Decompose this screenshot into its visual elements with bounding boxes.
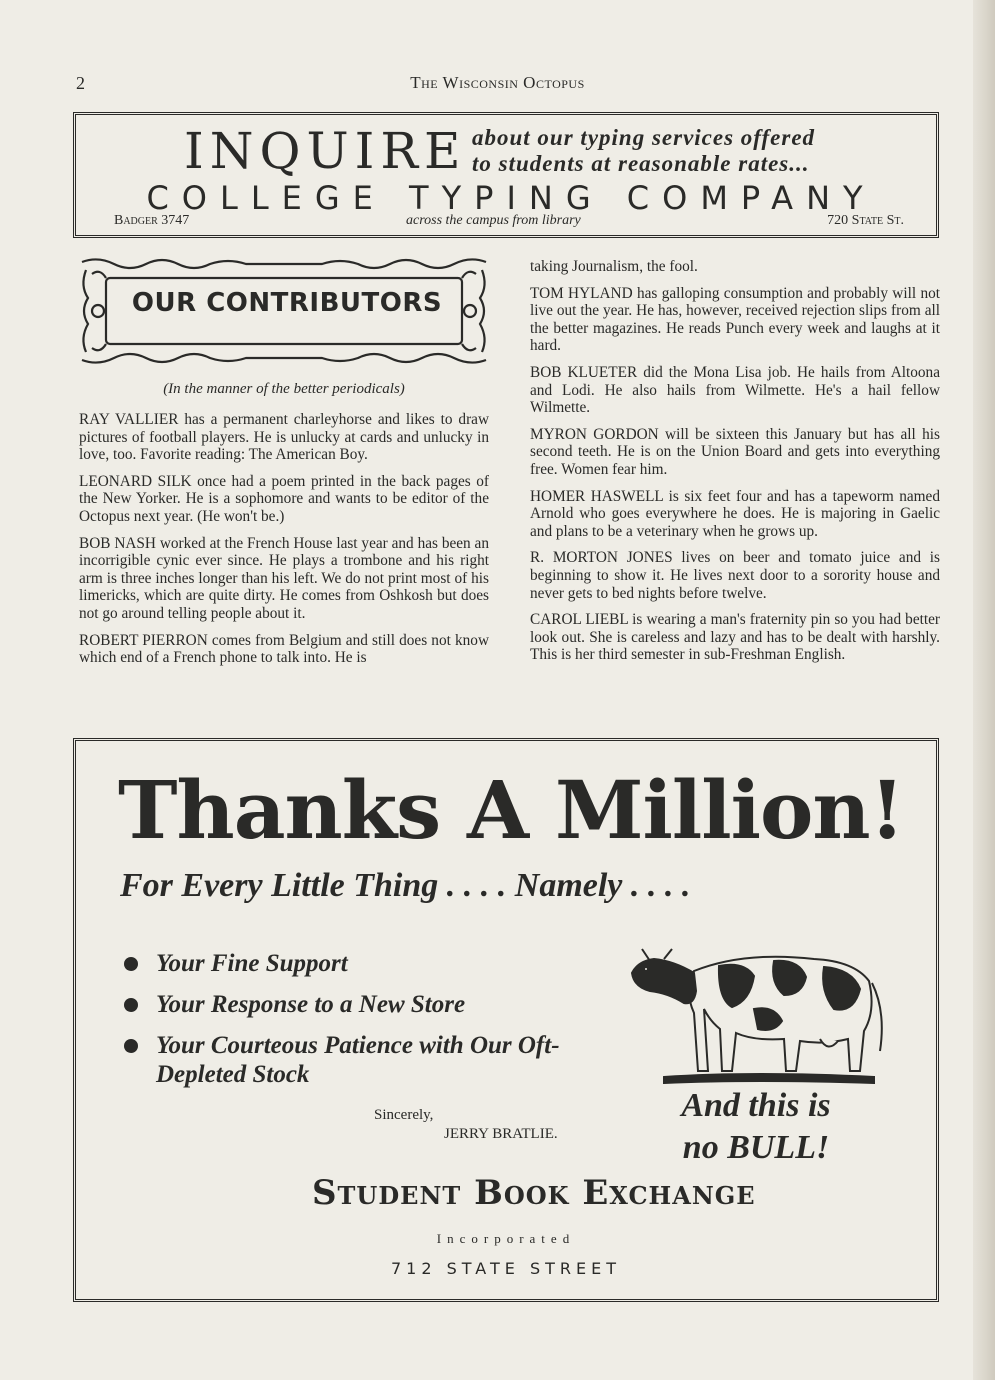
list-item [120, 949, 620, 978]
ad-address: 720 State St. [827, 213, 904, 228]
ad-headline: INQUIRE [184, 122, 467, 180]
bullet-icon [124, 998, 138, 1012]
ad-tagline-line-1: about our typing services offered [472, 125, 816, 150]
ad-tagline [472, 125, 815, 177]
list-item [120, 1031, 620, 1089]
ad-phone: Badger 3747 [114, 213, 190, 228]
cow-icon [624, 921, 892, 1086]
contributors-heading: OUR CONTRIBUTORS [131, 288, 443, 318]
contributor-entry: TOM HYLAND has galloping consumption and probably will not live out the year. He has, however, received rejection slips from all the better magazines. He reads Punch every week and laughs at it hard. [530, 284, 940, 355]
contributors-subtitle: (In the manner of the better periodicals) [163, 381, 405, 397]
ad-tagline-line-1: And this is [681, 1087, 831, 1124]
contributor-entry: CAROL LIEBL is wearing a man's fraternity pin so you had better look out. She is careless and lazy and has to be dealt with harshly. This is her third semester in sub-Freshman English. [530, 611, 940, 664]
contributor-entry: R. MORTON JONES lives on beer and tomato juice and is beginning to show it. He lives next door to a sorority house and never gets to bed nights before twelve. [530, 549, 940, 602]
contributors-column-right [530, 258, 940, 673]
store-incorporated: Incorporated [436, 1231, 576, 1246]
store-address: 712 STATE STREET [390, 1259, 622, 1278]
book-exchange-ad [73, 738, 939, 1302]
page-edge [973, 0, 995, 1380]
bullet-text: Your Fine Support [156, 950, 348, 977]
ad-subhead: For Every Little Thing . . . . Namely . . . . [120, 867, 691, 904]
contributor-entry: ROBERT PIERRON comes from Belgium and still does not know which end of a French phone to talk into. He is [79, 631, 489, 667]
ad-company-name: COLLEGE TYPING COMPANY [146, 179, 876, 217]
running-head: The Wisconsin Octopus [410, 73, 585, 92]
contributor-entry: LEONARD SILK once had a poem printed in the back pages of the New Yorker. He is a sophomore and wants to be editor of the Octopus next year. (He won't be.) [79, 472, 489, 525]
list-item [120, 990, 620, 1019]
ad-location: across the campus from library [406, 213, 581, 228]
contributor-entry: taking Journalism, the fool. [530, 258, 698, 275]
bullet-list [120, 949, 620, 1101]
bullet-text: Your Courteous Patience with Our Oft-Depleted Stock [156, 1032, 560, 1088]
signer-name: JERRY BRATLIE. [444, 1126, 558, 1142]
typing-company-ad [73, 112, 939, 238]
bullet-text: Your Response to a New Store [156, 991, 466, 1018]
store-name: Student Book Exchange [312, 1173, 756, 1213]
contributor-entry: MYRON GORDON will be sixteen this January but has all his second teeth. He is on the Union Board and gets into everything free. Women fear him. [530, 425, 940, 478]
ad-tagline [656, 1085, 856, 1169]
contributor-entry: HOMER HASWELL is six feet four and has a tapeworm named Arnold who goes everywhere he does. He is majoring in Gaelic and plans to be a veterinary when he grows up. [530, 487, 940, 540]
bullet-icon [124, 1039, 138, 1053]
contributors-column-left [79, 411, 489, 676]
contributor-entry: BOB KLUETER did the Mona Lisa job. He hails from Altoona and Lodi. He also hails from Wilmette. He's a hail fellow Wilmette. [530, 363, 940, 417]
ad-tagline-line-2: no BULL! [682, 1129, 830, 1166]
contributors-heading-box [78, 256, 490, 366]
ad-headline: Thanks A Million! [118, 763, 904, 857]
contributor-entry: RAY VALLIER has a permanent charleyhorse and likes to draw pictures of football players. He is unlucky at cards and unlucky in love, too. Favorite reading: The American Boy. [79, 411, 489, 464]
contributor-entry: BOB NASH worked at the French House last year and has been an incorrigible cynic ever since. He plays a trombone and his right arm is three inches longer than his left. We do not print most of his limericks, which are quite dirty. He comes from Oshkosh but does not go around telling people about it. [79, 534, 489, 622]
ad-tagline-line-2: to students at reasonable rates... [472, 151, 810, 176]
page-number: 2 [76, 73, 85, 93]
closing: Sincerely, [374, 1107, 434, 1123]
bullet-icon [124, 957, 138, 971]
